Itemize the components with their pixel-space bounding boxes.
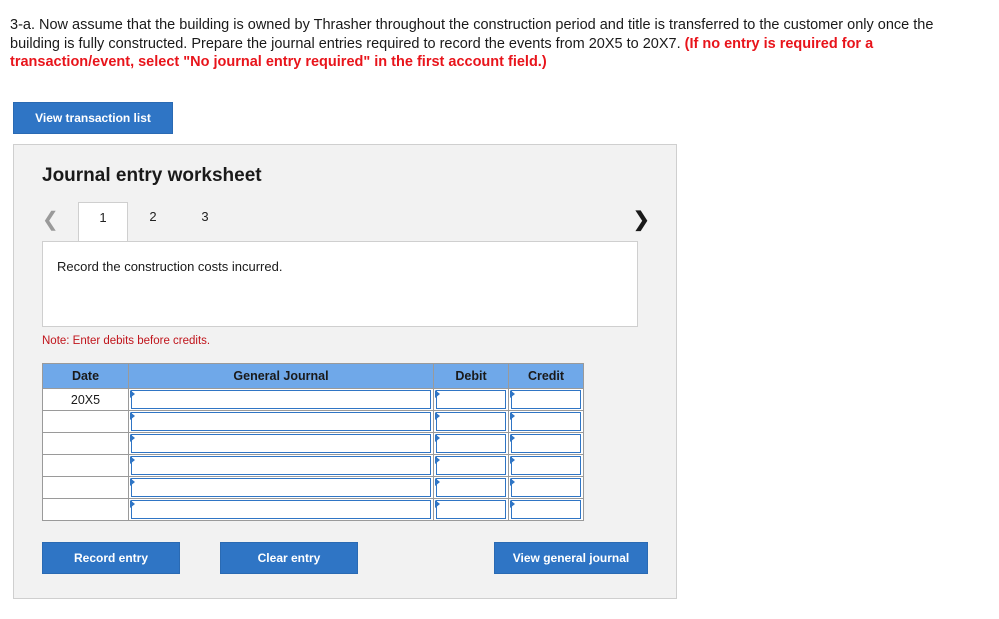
credit-field[interactable] <box>511 390 581 409</box>
tab-3[interactable]: 3 <box>201 209 209 224</box>
debit-input[interactable] <box>434 433 509 455</box>
debit-input[interactable] <box>434 389 509 411</box>
dropdown-marker-icon <box>435 390 440 398</box>
dropdown-marker-icon <box>510 500 515 508</box>
account-input[interactable] <box>129 411 434 433</box>
chevron-right-icon[interactable]: ❯ <box>633 209 650 231</box>
header-general-journal: General Journal <box>129 364 434 389</box>
table-row <box>43 389 584 411</box>
view-transaction-list-button[interactable]: View transaction list <box>13 102 173 134</box>
credit-field[interactable] <box>511 434 581 453</box>
dropdown-marker-icon <box>435 456 440 464</box>
entry-note: Note: Enter debits before credits. <box>42 335 211 347</box>
dropdown-marker-icon <box>435 500 440 508</box>
account-field[interactable] <box>131 456 431 475</box>
dropdown-marker-icon <box>130 434 135 442</box>
debit-field[interactable] <box>436 390 506 409</box>
debit-field[interactable] <box>436 434 506 453</box>
table-row <box>43 499 584 521</box>
chevron-left-icon[interactable]: ❮ <box>42 209 59 231</box>
credit-input[interactable] <box>509 389 584 411</box>
date-cell <box>43 433 129 455</box>
credit-input[interactable] <box>509 499 584 521</box>
header-credit: Credit <box>509 364 584 389</box>
credit-field[interactable] <box>511 500 581 519</box>
account-input[interactable] <box>129 499 434 521</box>
tab-2[interactable]: 2 <box>149 209 157 224</box>
account-input[interactable] <box>129 477 434 499</box>
credit-field[interactable] <box>511 456 581 475</box>
dropdown-marker-icon <box>435 478 440 486</box>
header-date: Date <box>43 364 129 389</box>
account-input[interactable] <box>129 389 434 411</box>
transaction-description: Record the construction costs incurred. <box>57 259 283 274</box>
credit-input[interactable] <box>509 433 584 455</box>
account-input[interactable] <box>129 433 434 455</box>
table-row <box>43 433 584 455</box>
dropdown-marker-icon <box>435 434 440 442</box>
credit-input[interactable] <box>509 411 584 433</box>
journal-entry-worksheet-panel <box>13 144 677 599</box>
date-cell <box>43 455 129 477</box>
table-row <box>43 477 584 499</box>
table-row <box>43 411 584 433</box>
question-instruction: (If no entry is required for a transaction/event, select "No journal entry required" in the first account field.) <box>10 35 874 70</box>
dropdown-marker-icon <box>130 478 135 486</box>
clear-entry-button[interactable]: Clear entry <box>220 542 358 574</box>
dropdown-marker-icon <box>510 390 515 398</box>
dropdown-marker-icon <box>130 456 135 464</box>
debit-input[interactable] <box>434 499 509 521</box>
dropdown-marker-icon <box>510 434 515 442</box>
account-field[interactable] <box>131 434 431 453</box>
account-input[interactable] <box>129 455 434 477</box>
date-cell <box>43 499 129 521</box>
transaction-description-box <box>42 241 638 327</box>
debit-field[interactable] <box>436 478 506 497</box>
account-field[interactable] <box>131 390 431 409</box>
debit-field[interactable] <box>436 412 506 431</box>
tab-1[interactable]: 1 <box>78 202 128 243</box>
header-debit: Debit <box>434 364 509 389</box>
debit-field[interactable] <box>436 500 506 519</box>
account-field[interactable] <box>131 500 431 519</box>
debit-input[interactable] <box>434 455 509 477</box>
question-text <box>10 16 985 72</box>
record-entry-button[interactable]: Record entry <box>42 542 180 574</box>
journal-table <box>42 363 584 521</box>
date-cell <box>43 411 129 433</box>
account-field[interactable] <box>131 412 431 431</box>
dropdown-marker-icon <box>130 390 135 398</box>
debit-input[interactable] <box>434 477 509 499</box>
journal-table-header <box>43 364 584 389</box>
dropdown-marker-icon <box>510 478 515 486</box>
date-cell <box>43 477 129 499</box>
credit-field[interactable] <box>511 478 581 497</box>
credit-input[interactable] <box>509 477 584 499</box>
dropdown-marker-icon <box>130 412 135 420</box>
debit-input[interactable] <box>434 411 509 433</box>
account-field[interactable] <box>131 478 431 497</box>
question-body: 3-a. Now assume that the building is owned by Thrasher throughout the construction period and title is transferred to the customer only once the building is fully constructed. Prepare the journal entries required to record the events from 20X5 to 20X7. <box>10 17 934 52</box>
dropdown-marker-icon <box>435 412 440 420</box>
date-cell: 20X5 <box>43 389 129 411</box>
debit-field[interactable] <box>436 456 506 475</box>
dropdown-marker-icon <box>510 456 515 464</box>
dropdown-marker-icon <box>510 412 515 420</box>
table-row <box>43 455 584 477</box>
worksheet-title: Journal entry worksheet <box>42 165 262 186</box>
credit-field[interactable] <box>511 412 581 431</box>
view-general-journal-button[interactable]: View general journal <box>494 542 648 574</box>
dropdown-marker-icon <box>130 500 135 508</box>
credit-input[interactable] <box>509 455 584 477</box>
